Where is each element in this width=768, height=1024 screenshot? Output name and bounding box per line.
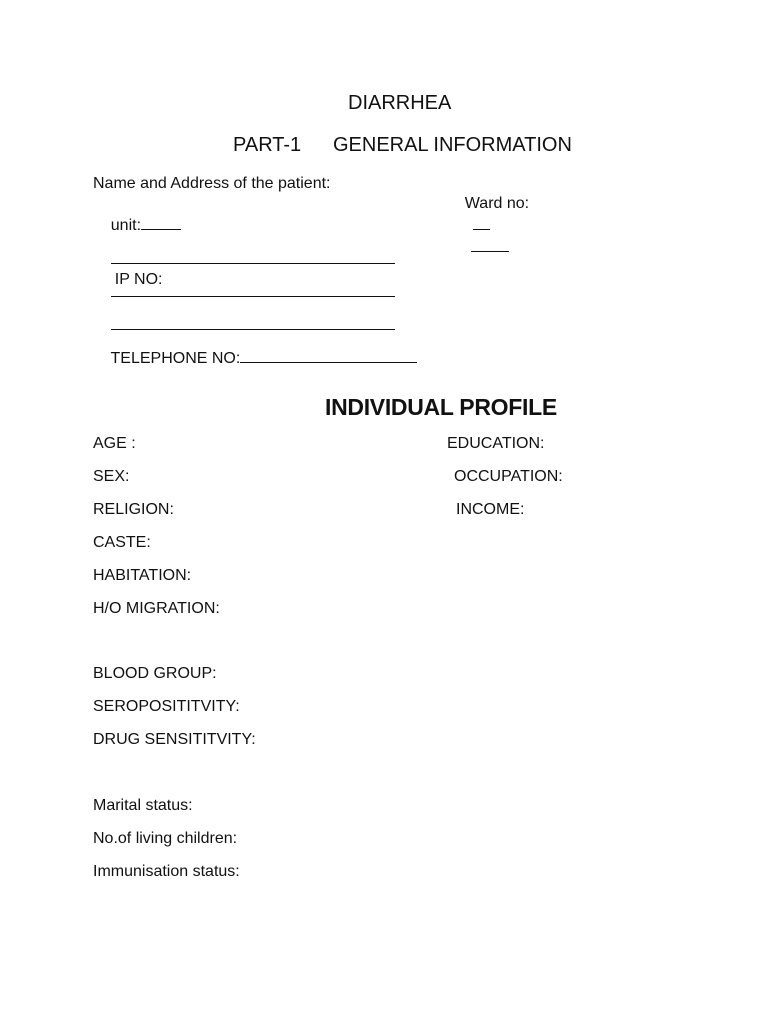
ward-no-blank-1[interactable] <box>473 214 490 230</box>
occupation-label: OCCUPATION: <box>454 468 563 485</box>
unit-label: unit: <box>110 217 142 234</box>
habitation-label: HABITATION: <box>93 567 192 584</box>
part-label: PART-1 <box>233 134 302 156</box>
ward-no-blank-2[interactable] <box>471 236 509 252</box>
ward-no-label: Ward no: <box>464 195 530 212</box>
immunisation-status-label: Immunisation status: <box>93 863 240 880</box>
part-title: GENERAL INFORMATION <box>333 134 572 156</box>
income-label: INCOME: <box>456 501 525 518</box>
name-address-label: Name and Address of the patient: <box>93 175 331 192</box>
migration-label: H/O MIGRATION: <box>93 600 220 617</box>
ip-no-label: IP NO: <box>114 271 163 288</box>
marital-status-label: Marital status: <box>93 797 193 814</box>
blood-group-label: BLOOD GROUP: <box>93 665 217 682</box>
ward-no-field <box>447 174 529 278</box>
age-label: AGE : <box>93 435 136 452</box>
religion-label: RELIGION: <box>93 501 174 518</box>
telephone-label: TELEPHONE NO: <box>110 350 241 367</box>
seropositivity-label: SEROPOSITITVITY: <box>93 698 240 715</box>
sex-label: SEX: <box>93 468 130 485</box>
telephone-blank[interactable] <box>240 347 417 363</box>
form-title: DIARRHEA <box>348 92 452 114</box>
education-label: EDUCATION: <box>447 435 545 452</box>
drug-sensitivity-label: DRUG SENSITITVITY: <box>93 731 256 748</box>
living-children-label: No.of living children: <box>93 830 238 847</box>
caste-label: CASTE: <box>93 534 151 551</box>
individual-profile-title: INDIVIDUAL PROFILE <box>325 394 557 420</box>
telephone-field <box>93 327 417 389</box>
